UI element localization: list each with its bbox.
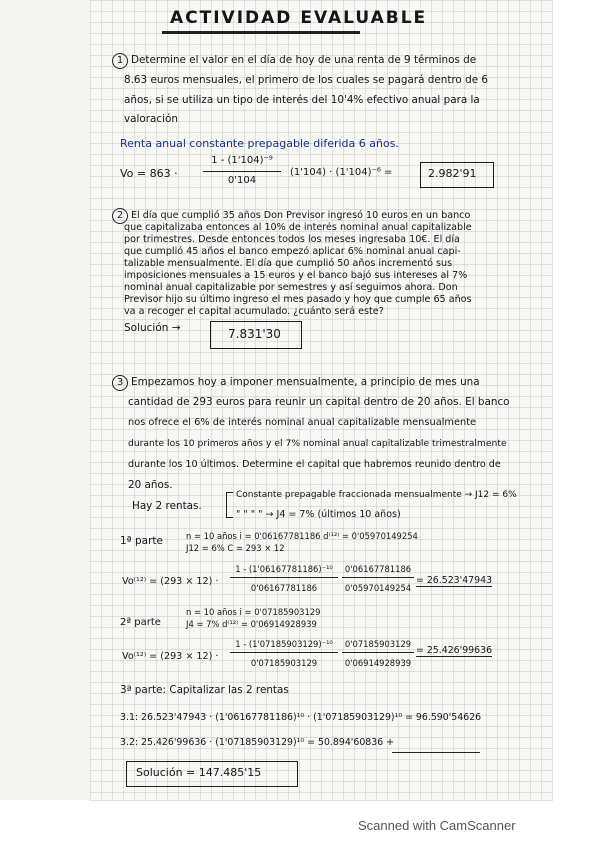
q3-v1-mid-den: 0'05970149254 xyxy=(344,583,412,593)
q2-line-9: va a recoger el capital acumulado. ¿cuánto será este? xyxy=(124,306,384,317)
q1-formula-num: 1 - (1'104)⁻⁹ xyxy=(211,155,273,166)
q3-v1-mid-num: 0'06167781186 xyxy=(344,564,412,574)
q3-line-3: nos ofrece el 6% de interés nominal anual capitalizable mensualmente xyxy=(128,417,477,428)
q2-line-6: imposiciones mensuales a 15 euros y el banco bajó sus intereses al 7% xyxy=(124,270,468,281)
q1-line-1 xyxy=(112,50,476,70)
q2-text-1: El día que cumplió 35 años Don Previsor ingresó 10 euros en un banco xyxy=(131,210,471,221)
q2-line-5: talizable mensualmente. El día que cumplió 50 años incrementó sus xyxy=(124,258,453,269)
q3-v2-result: = 25.426'99636 xyxy=(416,645,493,656)
q3-parte2-data-a: n = 10 años i = 0'07185903129 xyxy=(186,607,321,617)
camscanner-footer: Scanned with CamScanner xyxy=(358,818,516,833)
q1-formula-right: (1'104) · (1'104)⁻⁶ = xyxy=(290,167,393,178)
q1-line-3: años, si se utiliza un tipo de interés del 10'4% efectivo anual para la xyxy=(124,94,480,106)
q3-v1-mid-bar xyxy=(342,577,414,578)
q1-fraction-bar xyxy=(203,171,281,172)
q3-solution: Solución = 147.485'15 xyxy=(136,766,262,779)
q1-number: 1 xyxy=(112,53,128,69)
q3-line-5: durante los 10 últimos. Determine el capital que habremos reunido dentro de xyxy=(128,459,501,470)
q3-parte1-data-b: J12 = 6% C = 293 × 12 xyxy=(186,543,285,553)
q3-parte2-label: 2ª parte xyxy=(120,617,161,628)
q3-v2-mid-num: 0'07185903129 xyxy=(344,639,412,649)
q1-text-1: Determine el valor en el día de hoy de una renta de 9 términos de xyxy=(131,54,477,66)
q3-line-6: 20 años. xyxy=(128,479,173,491)
page-title: ACTIVIDAD EVALUABLE xyxy=(170,8,428,28)
q1-subtitle: Renta anual constante prepagable diferida 6 años. xyxy=(120,137,399,150)
sum-line xyxy=(392,752,480,753)
q3-parte2-data-b: J4 = 7% d⁽¹²⁾ = 0'06914928939 xyxy=(186,619,317,629)
q3-v2-mid-den: 0'06914928939 xyxy=(344,658,412,668)
q1-answer: 2.982'91 xyxy=(428,167,477,180)
q3-parte1-data-a: n = 10 años i = 0'06167781186 d⁽¹²⁾ = 0'05970149254 xyxy=(186,531,418,541)
q2-number: 2 xyxy=(112,208,128,224)
q3-result-3-2: 3.2: 25.426'99636 · (1'07185903129)¹⁰ = 50.894'60836 + xyxy=(120,737,395,748)
q3-parte1-label: 1ª parte xyxy=(120,535,163,547)
q3-v1-num: 1 - (1'06167781186)⁻¹⁰ xyxy=(235,564,333,574)
q1-line-2: 8.63 euros mensuales, el primero de los cuales se pagará dentro de 6 xyxy=(124,74,488,86)
q2-line-8: Previsor hijo su último ingreso el mes pasado y hoy que cumple 65 años xyxy=(124,294,472,305)
q3-v1-left: Vo⁽¹²⁾ = (293 × 12) · xyxy=(122,576,219,587)
q3-text-1: Empezamos hoy a imponer mensualmente, a principio de mes una xyxy=(131,376,480,388)
q3-v2-mid-bar xyxy=(342,652,414,653)
q2-line-4: que cumplió 45 años el banco empezó aplicar 6% nominal anual capi- xyxy=(124,246,461,257)
q3-v2-num: 1 - (1'07185903129)⁻¹⁰ xyxy=(235,639,333,649)
q3-renta-1: Constante prepagable fraccionada mensualmente → J12 = 6% xyxy=(236,490,517,500)
q3-v1-bar xyxy=(230,577,338,578)
q3-parte3: 3ª parte: Capitalizar las 2 rentas xyxy=(120,684,289,696)
q1-line-4: valoración xyxy=(124,113,178,125)
q3-v2-den: 0'07185903129 xyxy=(250,658,318,668)
q3-number: 3 xyxy=(112,375,128,391)
q1-formula-den: 0'104 xyxy=(227,175,257,186)
q2-answer: 7.831'30 xyxy=(228,327,281,341)
q3-v1-den: 0'06167781186 xyxy=(250,583,318,593)
q3-v2-left: Vo⁽¹²⁾ = (293 × 12) · xyxy=(122,651,219,662)
q3-v1-result: = 26.523'47943 xyxy=(416,575,493,586)
q3-result-3-1: 3.1: 26.523'47943 · (1'06167781186)¹⁰ · (1'07185903129)¹⁰ = 96.590'54626 xyxy=(120,712,482,723)
q2-line-2: que capitalizaba entonces al 10% de interés nominal anual capitalizable xyxy=(124,222,472,233)
q3-renta-2: " " " " → J4 = 7% (últimos 10 años) xyxy=(236,509,401,520)
q1-formula-left: Vo = 863 · xyxy=(120,167,178,180)
q3-v2-bar xyxy=(230,652,338,653)
q3-line-1 xyxy=(112,372,480,392)
q3-line-4: durante los 10 primeros años y el 7% nominal anual capitalizable trimestralmente xyxy=(128,438,507,449)
title-underline xyxy=(162,31,360,34)
q3-rentas-label: Hay 2 rentas. xyxy=(132,500,202,512)
q2-line-3: por trimestres. Desde entonces todos los meses ingresaba 10€. El día xyxy=(124,234,460,245)
rentas-bracket xyxy=(226,492,233,518)
q2-line-7: nominal anual capitalizable por semestres y así seguimos ahora. Don xyxy=(124,282,458,293)
q2-solution-label: Solución → xyxy=(124,322,181,334)
q3-line-2: cantidad de 293 euros para reunir un capital dentro de 20 años. El banco xyxy=(128,396,510,408)
